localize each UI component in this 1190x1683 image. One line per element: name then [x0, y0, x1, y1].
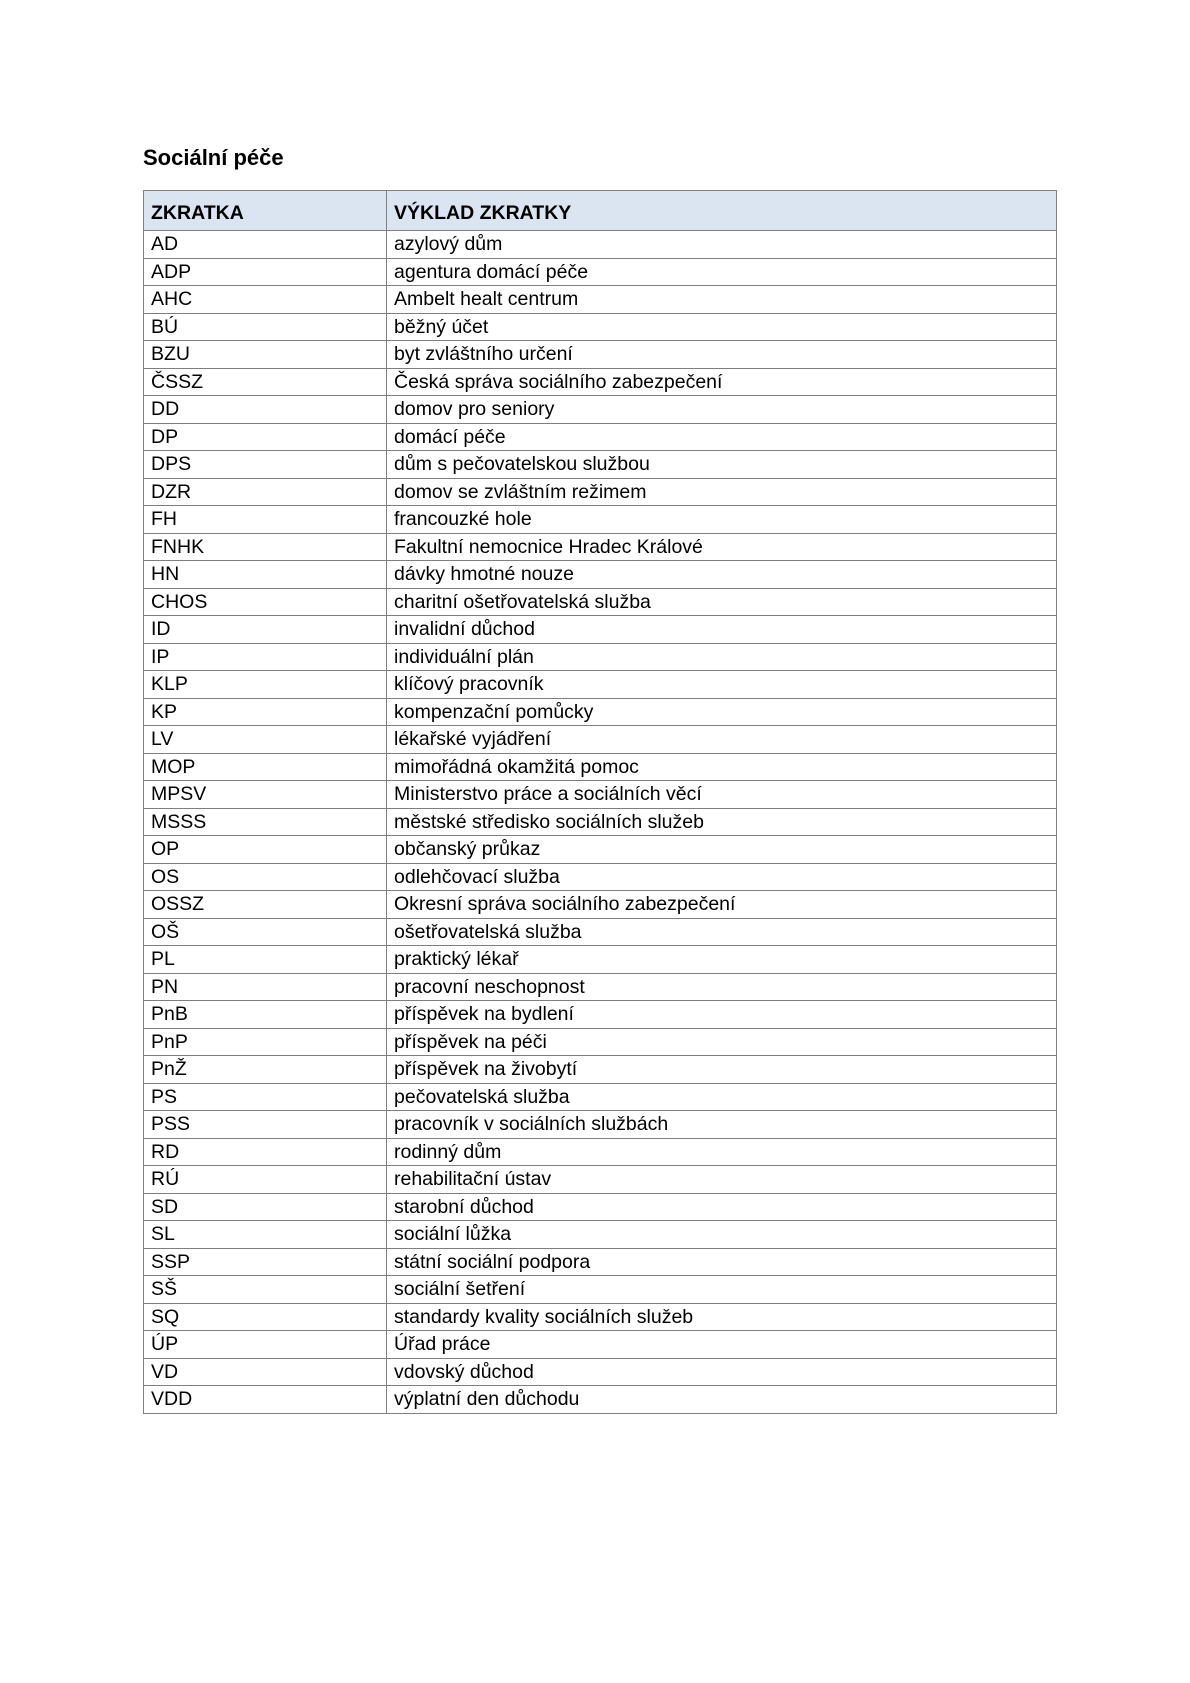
abbreviation-cell: ČSSZ [144, 368, 387, 396]
table-row [144, 643, 1057, 671]
explanation-cell: mimořádná okamžitá pomoc [387, 753, 1057, 781]
table-row [144, 946, 1057, 974]
abbreviation-cell: RÚ [144, 1166, 387, 1194]
table-row [144, 863, 1057, 891]
table-row [144, 506, 1057, 534]
explanation-cell: vdovský důchod [387, 1358, 1057, 1386]
table-body [144, 231, 1057, 1414]
abbreviation-cell: SL [144, 1221, 387, 1249]
abbreviation-cell: FH [144, 506, 387, 534]
explanation-cell: lékařské vyjádření [387, 726, 1057, 754]
table-row [144, 1001, 1057, 1029]
abbreviation-table [143, 190, 1057, 1414]
explanation-cell: příspěvek na péči [387, 1028, 1057, 1056]
abbreviation-cell: PnŽ [144, 1056, 387, 1084]
table-row [144, 726, 1057, 754]
table-row [144, 1111, 1057, 1139]
abbreviation-cell: LV [144, 726, 387, 754]
column-header-abbreviation: ZKRATKA [144, 191, 387, 231]
table-row [144, 1303, 1057, 1331]
table-row [144, 753, 1057, 781]
table-row [144, 1138, 1057, 1166]
explanation-cell: Česká správa sociálního zabezpečení [387, 368, 1057, 396]
abbreviation-cell: OŠ [144, 918, 387, 946]
explanation-cell: Ambelt healt centrum [387, 286, 1057, 314]
explanation-cell: sociální šetření [387, 1276, 1057, 1304]
abbreviation-cell: PSS [144, 1111, 387, 1139]
explanation-cell: příspěvek na živobytí [387, 1056, 1057, 1084]
abbreviation-cell: ID [144, 616, 387, 644]
abbreviation-cell: PN [144, 973, 387, 1001]
explanation-cell: rodinný dům [387, 1138, 1057, 1166]
explanation-cell: výplatní den důchodu [387, 1386, 1057, 1414]
explanation-cell: domov pro seniory [387, 396, 1057, 424]
table-row [144, 698, 1057, 726]
abbreviation-cell: DD [144, 396, 387, 424]
explanation-cell: Ministerstvo práce a sociálních věcí [387, 781, 1057, 809]
explanation-cell: občanský průkaz [387, 836, 1057, 864]
table-row [144, 973, 1057, 1001]
explanation-cell: běžný účet [387, 313, 1057, 341]
table-row [144, 808, 1057, 836]
table-row [144, 671, 1057, 699]
abbreviation-cell: DP [144, 423, 387, 451]
explanation-cell: Okresní správa sociálního zabezpečení [387, 891, 1057, 919]
abbreviation-cell: VDD [144, 1386, 387, 1414]
abbreviation-cell: PnP [144, 1028, 387, 1056]
explanation-cell: charitní ošetřovatelská služba [387, 588, 1057, 616]
explanation-cell: agentura domácí péče [387, 258, 1057, 286]
abbreviation-cell: BÚ [144, 313, 387, 341]
explanation-cell: příspěvek na bydlení [387, 1001, 1057, 1029]
explanation-cell: praktický lékař [387, 946, 1057, 974]
table-row [144, 1248, 1057, 1276]
abbreviation-cell: SSP [144, 1248, 387, 1276]
table-row [144, 231, 1057, 259]
table-row [144, 1166, 1057, 1194]
explanation-cell: Úřad práce [387, 1331, 1057, 1359]
table-row [144, 1193, 1057, 1221]
abbreviation-cell: HN [144, 561, 387, 589]
explanation-cell: domov se zvláštním režimem [387, 478, 1057, 506]
abbreviation-cell: AHC [144, 286, 387, 314]
explanation-cell: pracovník v sociálních službách [387, 1111, 1057, 1139]
table-row [144, 286, 1057, 314]
table-row [144, 561, 1057, 589]
table-row [144, 1028, 1057, 1056]
abbreviation-cell: DPS [144, 451, 387, 479]
table-row [144, 258, 1057, 286]
abbreviation-cell: VD [144, 1358, 387, 1386]
explanation-cell: standardy kvality sociálních služeb [387, 1303, 1057, 1331]
explanation-cell: Fakultní nemocnice Hradec Králové [387, 533, 1057, 561]
abbreviation-cell: ADP [144, 258, 387, 286]
explanation-cell: individuální plán [387, 643, 1057, 671]
table-row [144, 1331, 1057, 1359]
abbreviation-cell: KLP [144, 671, 387, 699]
abbreviation-cell: SQ [144, 1303, 387, 1331]
table-row [144, 836, 1057, 864]
abbreviation-cell: RD [144, 1138, 387, 1166]
table-row [144, 1056, 1057, 1084]
abbreviation-cell: OS [144, 863, 387, 891]
explanation-cell: pracovní neschopnost [387, 973, 1057, 1001]
explanation-cell: starobní důchod [387, 1193, 1057, 1221]
explanation-cell: odlehčovací služba [387, 863, 1057, 891]
table-row [144, 1386, 1057, 1414]
table-row [144, 368, 1057, 396]
explanation-cell: ošetřovatelská služba [387, 918, 1057, 946]
abbreviation-cell: PL [144, 946, 387, 974]
abbreviation-cell: PnB [144, 1001, 387, 1029]
table-row [144, 1221, 1057, 1249]
explanation-cell: francouzké hole [387, 506, 1057, 534]
abbreviation-cell: OSSZ [144, 891, 387, 919]
table-row [144, 616, 1057, 644]
page-title: Sociální péče [143, 145, 284, 170]
abbreviation-cell: MPSV [144, 781, 387, 809]
explanation-cell: městské středisko sociálních služeb [387, 808, 1057, 836]
table-row [144, 341, 1057, 369]
column-header-explanation: VÝKLAD ZKRATKY [387, 191, 1057, 231]
table-row [144, 781, 1057, 809]
abbreviation-cell: ÚP [144, 1331, 387, 1359]
table-row [144, 588, 1057, 616]
table-row [144, 1358, 1057, 1386]
abbreviation-cell: IP [144, 643, 387, 671]
abbreviation-cell: MOP [144, 753, 387, 781]
explanation-cell: sociální lůžka [387, 1221, 1057, 1249]
abbreviation-cell: BZU [144, 341, 387, 369]
table-row [144, 1276, 1057, 1304]
abbreviation-cell: PS [144, 1083, 387, 1111]
abbreviation-cell: FNHK [144, 533, 387, 561]
explanation-cell: rehabilitační ústav [387, 1166, 1057, 1194]
table-row [144, 451, 1057, 479]
table-row [144, 891, 1057, 919]
table-header-row [144, 191, 1057, 231]
table-row [144, 478, 1057, 506]
abbreviation-cell: MSSS [144, 808, 387, 836]
explanation-cell: klíčový pracovník [387, 671, 1057, 699]
explanation-cell: dům s pečovatelskou službou [387, 451, 1057, 479]
abbreviation-cell: SD [144, 1193, 387, 1221]
abbreviation-cell: CHOS [144, 588, 387, 616]
abbreviation-cell: SŠ [144, 1276, 387, 1304]
explanation-cell: invalidní důchod [387, 616, 1057, 644]
abbreviation-cell: OP [144, 836, 387, 864]
table-row [144, 423, 1057, 451]
explanation-cell: kompenzační pomůcky [387, 698, 1057, 726]
table-row [144, 1083, 1057, 1111]
explanation-cell: pečovatelská služba [387, 1083, 1057, 1111]
table-row [144, 918, 1057, 946]
table-row [144, 533, 1057, 561]
explanation-cell: azylový dům [387, 231, 1057, 259]
explanation-cell: byt zvláštního určení [387, 341, 1057, 369]
explanation-cell: státní sociální podpora [387, 1248, 1057, 1276]
explanation-cell: dávky hmotné nouze [387, 561, 1057, 589]
explanation-cell: domácí péče [387, 423, 1057, 451]
table-row [144, 313, 1057, 341]
abbreviation-cell: DZR [144, 478, 387, 506]
table-row [144, 396, 1057, 424]
abbreviation-cell: KP [144, 698, 387, 726]
abbreviation-cell: AD [144, 231, 387, 259]
